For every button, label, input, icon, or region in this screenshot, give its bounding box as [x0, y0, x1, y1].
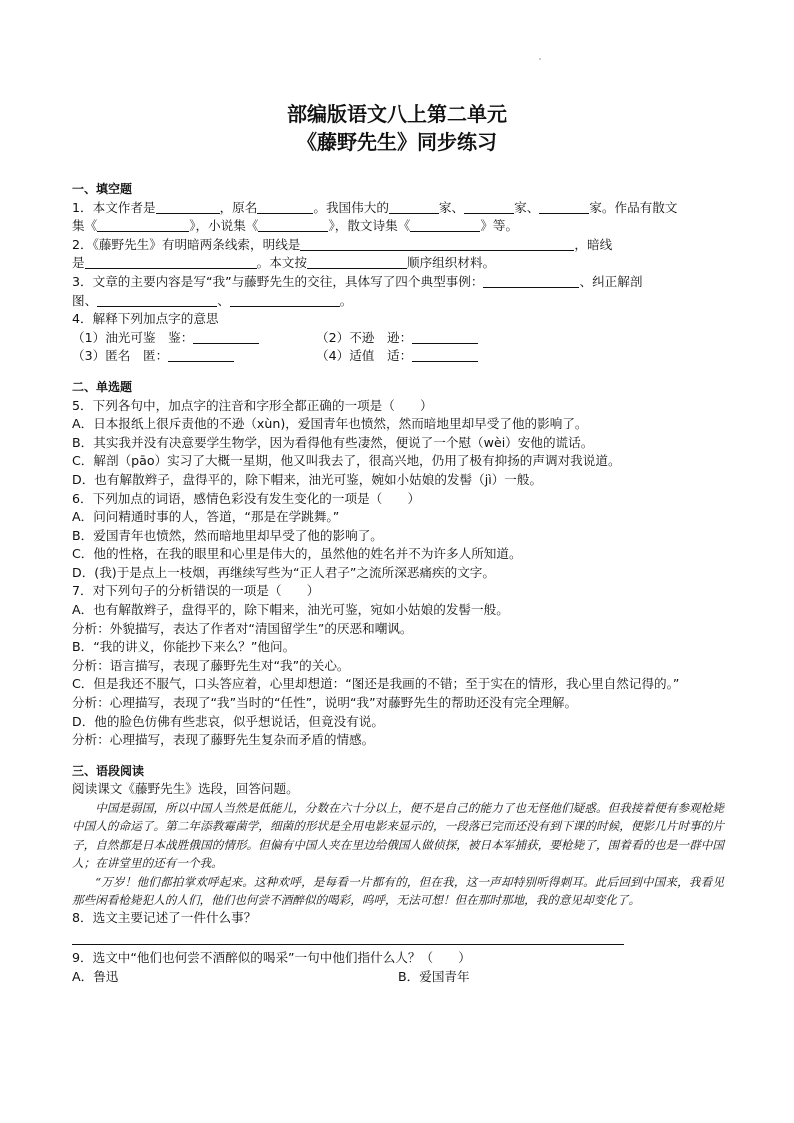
choice-line: A．日本报纸上很斥责他的不逊（xùn)，爱国青年也愤然，然而暗地里却早受了他的影响了。 [72, 416, 588, 432]
q1-text: 集《 [72, 218, 98, 234]
q3-text: 图、 [72, 292, 98, 308]
blank[interactable] [258, 218, 328, 232]
choice-line: 分析：语言描写，表现了藤野先生对“我”的关心。 [72, 657, 350, 673]
q1-text: ，原名 [219, 199, 258, 215]
choice-line: D．(我)于是点上一枝烟，再继续写些为“正人君子”之流所深恶痛疾的文字。 [72, 564, 495, 580]
blank[interactable] [539, 200, 589, 214]
blank[interactable] [168, 348, 234, 362]
q1-text: 》，散文诗集《 [328, 218, 411, 234]
question-9-options [72, 968, 724, 987]
q3-text: 、 [217, 292, 230, 308]
blank[interactable] [307, 255, 407, 269]
question-4: 4．解释下列加点字的意思 [72, 311, 219, 327]
blank[interactable] [464, 200, 514, 214]
choice-line: 7．对下列句子的分析错误的一项是（ ） [72, 583, 320, 599]
question-9: 9．选文中“他们也何尝不酒醉似的喝采”一句中他们指什么人？（ ） [72, 950, 471, 966]
choice-line: 5．下列各句中，加点字的注音和字形全都正确的一项是（ ） [72, 397, 433, 413]
blank[interactable] [85, 255, 257, 269]
blank[interactable] [412, 348, 478, 362]
q1-text: 家、 [514, 199, 540, 215]
blank[interactable] [230, 293, 340, 307]
page-title: 部编版语文八上第二单元 [287, 102, 507, 126]
choice-line: A．也有解散辫子，盘得平的，除下帽来，油光可鉴，宛如小姑娘的发髻一般。 [72, 602, 509, 618]
q4-item: （3）匿名 匿： [72, 348, 169, 364]
answer-line[interactable] [72, 928, 624, 945]
blank[interactable] [410, 218, 480, 232]
question-4-row1 [72, 329, 724, 348]
passage-paragraph: “万岁！他们都拍掌欢呼起来。这种欢呼，是每看一片都有的，但在我，这一声却特别听得刺耳。此后回到中国来，我看见那些闲看枪毙犯人的人们，他们也何尝不酒醉似的喝彩，呜呼，无法可想！但在那时那地，我的意见却变化了。 [72, 874, 724, 908]
choice-line: A．问问精通时事的人，答道，“那是在学跳舞。” [72, 509, 340, 525]
worksheet-content [72, 180, 724, 986]
choice-line: C．他的性格，在我的眼里和心里是伟大的，虽然他的姓名并不为许多人所知道。 [72, 546, 522, 562]
q2-text: 顺序组织材料。 [406, 255, 496, 271]
blank[interactable] [389, 200, 439, 214]
choice-line: 分析：外貌描写，表达了作者对“清国留学生”的厌恶和嘲讽。 [72, 620, 413, 636]
scan-dot [539, 58, 541, 60]
q1-text: 1．本文作者是 [72, 199, 156, 215]
choice-line: D．他的脸色仿佛有些悲哀，似乎想说话，但竟没有说。 [72, 713, 384, 729]
choice-line: B．爱国青年也愤然，然而暗地里却早受了他的影响了。 [72, 527, 383, 543]
q3-text: 。 [339, 292, 353, 308]
q2-text: 是 [72, 255, 85, 271]
q1-text: 。我国伟大的 [313, 199, 389, 215]
blank[interactable] [412, 330, 478, 344]
q4-item: （1）油光可鉴 鉴： [72, 329, 194, 345]
option-a[interactable]: A．鲁迅 [72, 968, 119, 984]
choice-line: 分析：心理描写，表现了藤野先生复杂而矛盾的情感。 [72, 732, 375, 748]
choice-line: D．也有解散辫子，盘得平的，除下帽来，油光可鉴，婉如小姑娘的发髻（jì）一般。 [72, 471, 543, 487]
question-2-line1 [72, 236, 724, 255]
q1-text: 家、 [438, 199, 465, 215]
q3-text: 3．文章的主要内容是写“我”与藤野先生的交往，具体写了四个典型事例： [72, 273, 484, 289]
q1-text: 家。作品有散文 [589, 199, 678, 215]
q2-text: ，暗线 [574, 236, 613, 252]
reading-passage [72, 799, 724, 909]
blank[interactable] [300, 237, 574, 251]
choice-line: 分析：心理描写，表现了“我”当时的“任性”，说明“我”对藤野先生的帮助还没有完全理解。 [72, 695, 578, 711]
question-1-line1 [72, 199, 724, 218]
q4-item: （4）适值 适： [316, 348, 413, 364]
blank[interactable] [257, 200, 313, 214]
question-2-line2 [72, 254, 724, 273]
question-1-line2 [72, 217, 724, 236]
q1-text: 》等。 [480, 218, 519, 234]
question-3-line1 [72, 273, 724, 292]
blank[interactable] [97, 293, 217, 307]
choice-line-wrapped: C．但是我还不服气，口头答应着，心里却想道：“图还是我画的不错；至于实在的情形，我心里自然记得的。” [72, 676, 680, 692]
choice-line: B．其实我并没有决意要学生物学，因为看得他有些凄然，便说了一个慰（wèi）安他的谎话。 [72, 434, 594, 450]
choice-line: 6．下列加点的词语，感情色彩没有发生变化的一项是（ ） [72, 490, 421, 506]
blank[interactable] [193, 330, 259, 344]
question-8: 8．选文主要记述了一件什么事？ [72, 910, 257, 926]
section-heading-reading: 三、语段阅读 [72, 763, 145, 778]
q1-text: 》，小说集《 [189, 218, 259, 234]
question-4-row2 [72, 347, 724, 366]
blank[interactable] [156, 200, 220, 214]
q3-text: 、纠正解剖 [579, 273, 643, 289]
page-subtitle: 《藤野先生》同步练习 [297, 130, 497, 154]
blank[interactable] [97, 218, 189, 232]
choice-line: C．解剖（pāo）实习了大概一星期，他又叫我去了，很高兴地，仍用了极有抑扬的声调对我说道。 [72, 453, 621, 469]
blank[interactable] [483, 274, 579, 288]
reading-intro: 阅读课文《藤野先生》选段，回答问题。 [72, 781, 299, 797]
choice-line: B．“我的讲义，你能抄下来么？”他问。 [72, 639, 296, 655]
option-b[interactable]: B．爱国青年 [398, 968, 470, 984]
q4-item: （2）不逊 逊： [316, 329, 413, 345]
q2-text: 2．《藤野先生》有明暗两条线索，明线是 [72, 236, 301, 252]
question-3-line2 [72, 292, 724, 311]
passage-paragraph: 中国是弱国，所以中国人当然是低能儿，分数在六十分以上，便不是自己的能力了也无怪他们疑惑。但我接着便有参观枪毙中国人的命运了。第二年添教霉菌学，细菌的形状是全用电影来显示的，一段落已完而还没有到下课的时候，便影几片时事的片子，自然都是日本战胜俄国的情形。但偏有中国人夹在里边给俄国人做侦探，被日本军捕获，要枪毙了，围着看的也是一群中国人；在讲堂里的还有一个我。 [72, 801, 724, 871]
section-heading-choice: 二、单选题 [72, 379, 133, 394]
q2-text: 。本文按 [256, 255, 307, 271]
section-heading-fill: 一、填空题 [72, 182, 133, 196]
